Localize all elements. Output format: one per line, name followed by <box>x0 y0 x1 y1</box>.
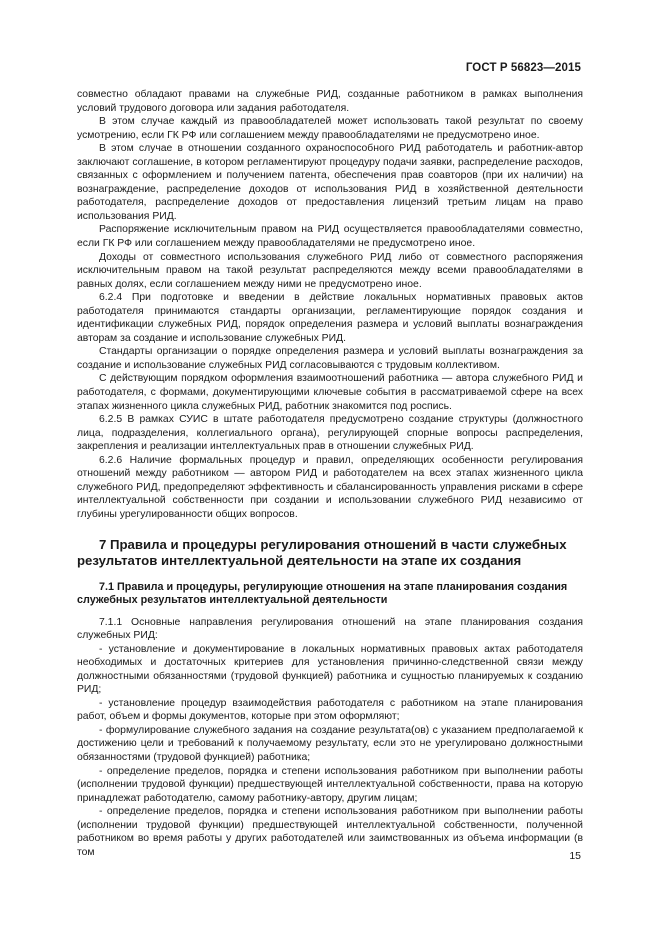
body-paragraph: С действующим порядком оформления взаимоотношений работника — автора служебного РИД и работодателя, с формами, документирующими ключевые события в рассматриваемой сфере на всех этапах жизненного цикла служебных РИД, работник знакомится под роспись. <box>77 373 583 412</box>
body-paragraph: - установление процедур взаимодействия работодателя с работником на этапе планирования работ, объем и формы документов, которые при этом оформляют; <box>77 697 583 723</box>
body-paragraph: Стандарты организации о порядке определения размера и условий выплаты вознаграждения за создание и использование служебных РИД согласовываются с трудовым коллективом. <box>77 346 583 371</box>
paragraph-group-b <box>77 616 583 860</box>
body-paragraph: Распоряжение исключительным правом на РИД осуществляется правообладателями совместно, если ГК РФ или соглашением между правообладателями не предусмотрено иное. <box>77 224 583 250</box>
document-header-id: ГОСТ Р 56823—2015 <box>465 62 581 74</box>
paragraph-group-a <box>77 88 583 522</box>
body-paragraph: - определение пределов, порядка и степени использования работником при выполнении работы (исполнении трудовой функции) предшествующей интеллектуальной собственности, права на которую принадлежат работодателю, самому работнику-автору, другим лицам; <box>77 765 583 804</box>
page-number: 15 <box>569 850 581 862</box>
body-paragraph: - установление и документирование в локальных нормативных правовых актах работодателя необходимых и достаточных критериев для установления причинно-следственной связи между должностными обязанностями (трудовой функцией) работника и сущностью планируемых к созданию РИД; <box>77 643 583 696</box>
body-paragraph: В этом случае каждый из правообладателей может использовать такой результат по своему усмотрению, если ГК РФ или соглашением между правообладателями не предусмотрено иное. <box>77 116 583 141</box>
section-7-heading: 7 Правила и процедуры регулирования отношений в части служебных результатов интеллектуальной деятельности на этапе их создания <box>77 536 567 568</box>
body-paragraph: Доходы от совместного использования служебного РИД либо от совместного распоряжения исключительным правом на такой результат распределяются между всеми правообладателями в равных долях, если соглашением между ними не предусмотрено иное. <box>77 251 583 290</box>
body-paragraph: 6.2.5 В рамках СУИС в штате работодателя предусмотрено создание структуры (должностного лица, подразделения, коллегиального органа), регулирующей спорные вопросы распределения, закрепления и реализации интеллектуальных прав в отношении служебных РИД. <box>77 414 583 453</box>
document-body <box>77 88 583 859</box>
body-paragraph: совместно обладают правами на служебные РИД, созданные работником в рамках выполнения условий трудового договора или задания работодателя. <box>77 89 583 114</box>
body-paragraph: - формулирование служебного задания на создание результата(ов) с указанием предполагаемой к достижению цели и требований к получаемому результату, если это не урегулировано должностными обязанностями (трудовой функцией) работника; <box>77 724 583 763</box>
body-paragraph: В этом случае в отношении созданного охраноспособного РИД работодатель и работник-автор заключают соглашение, в котором регламентируют процедуру подачи заявки, распределение расходов, связанных с оформлением и получением патента, обеспечения прав соавторов (при их наличии) на вознаграждение, распределение доходов от использования РИД в хозяйственной деятельности работодателя, распределение доходов от предоставления лицензий третьим лицам на право использования РИД. <box>77 143 583 222</box>
section-7-1-heading: 7.1 Правила и процедуры, регулирующие отношения на этапе планирования создания служебных результатов интеллектуальной деятельности <box>77 580 568 606</box>
body-paragraph: - определение пределов, порядка и степени использования работником при выполнении работы (исполнении трудовой функции) предшествующей интеллектуальной собственности, полученной работником во время работы у других работодателей или заимствованных из объема информации (в том <box>77 806 583 858</box>
body-paragraph: 6.2.6 Наличие формальных процедур и правил, определяющих особенности регулирования отношений между работником — автором РИД и работодателем на всех этапах жизненного цикла служебного РИД, предопределяют эффективность и сбалансированность управления рисками в сфере интеллектуальной собственности при создании и использовании служебного РИД независимо от глубины урегулированности общих вопросов. <box>77 454 583 520</box>
body-paragraph: 7.1.1 Основные направления регулирования отношений на этапе планирования создания служебных РИД: <box>77 616 583 642</box>
body-paragraph: 6.2.4 При подготовке и введении в действие локальных нормативных правовых актов работодателя принимаются стандарты организации, регламентирующие порядок создания и идентификации служебных РИД, порядок определения размера и условий выплаты вознаграждения авторам за создание и использование служебных РИД. <box>77 292 583 344</box>
